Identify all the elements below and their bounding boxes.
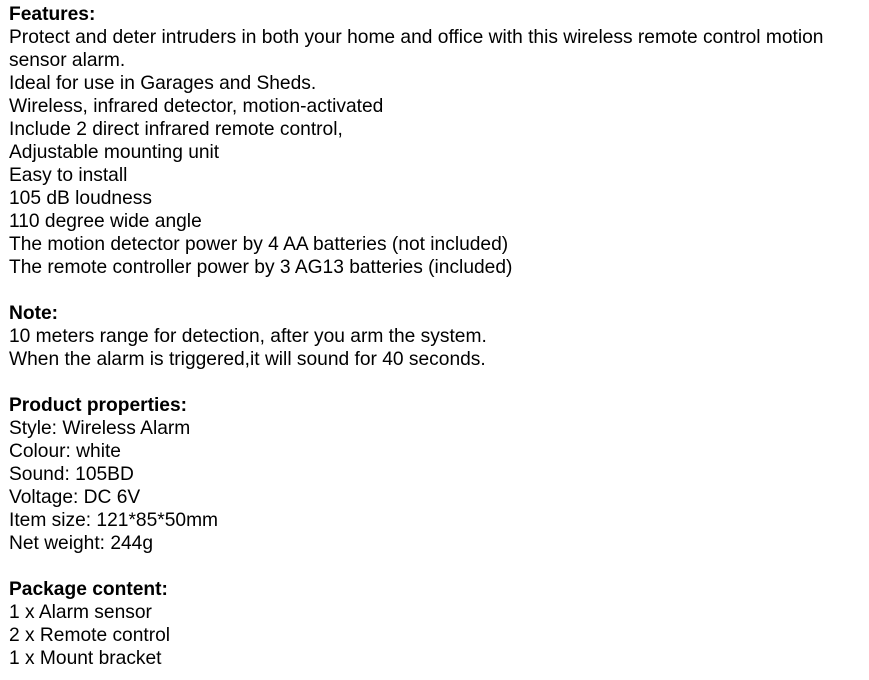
package-heading: Package content: [9, 579, 168, 600]
property-item: Sound: 105BD [9, 464, 134, 485]
note-section [9, 302, 865, 371]
note-item: 10 meters range for detection, after you arm the system. [9, 326, 487, 347]
section-spacer [9, 371, 865, 394]
feature-item: Easy to install [9, 165, 128, 186]
product-description [9, 3, 865, 670]
note-item: When the alarm is triggered,it will sound for 40 seconds. [9, 349, 486, 370]
note-heading: Note: [9, 303, 59, 324]
property-item: Net weight: 244g [9, 533, 153, 554]
property-item: Colour: white [9, 441, 121, 462]
feature-item: 110 degree wide angle [9, 211, 202, 232]
feature-item: Include 2 direct infrared remote control, [9, 119, 343, 140]
features-heading: Features: [9, 4, 96, 25]
feature-item: The remote controller power by 3 AG13 batteries (included) [9, 257, 513, 278]
feature-item: Protect and deter intruders in both your home and office with this wireless remote control motion sensor alarm. [9, 27, 824, 71]
feature-item: The motion detector power by 4 AA batteries (not included) [9, 234, 509, 255]
section-spacer [9, 555, 865, 578]
properties-section [9, 394, 865, 555]
feature-item: Wireless, infrared detector, motion-activated [9, 96, 384, 117]
properties-heading: Product properties: [9, 395, 188, 416]
property-item: Item size: 121*85*50mm [9, 510, 219, 531]
feature-item: Adjustable mounting unit [9, 142, 220, 163]
package-item: 1 x Mount bracket [9, 648, 162, 669]
features-section [9, 3, 865, 279]
feature-item: Ideal for use in Garages and Sheds. [9, 73, 317, 94]
property-item: Style: Wireless Alarm [9, 418, 191, 439]
package-item: 2 x Remote control [9, 625, 171, 646]
feature-item: 105 dB loudness [9, 188, 152, 209]
section-spacer [9, 279, 865, 302]
package-section [9, 578, 865, 670]
property-item: Voltage: DC 6V [9, 487, 141, 508]
package-item: 1 x Alarm sensor [9, 602, 152, 623]
